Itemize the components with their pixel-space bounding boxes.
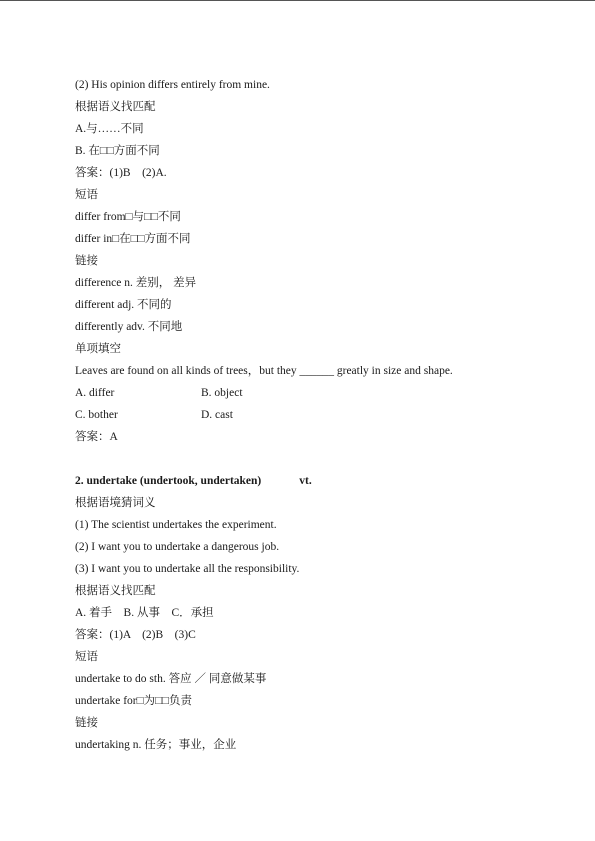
section-2-title [75, 473, 575, 495]
part-of-speech: vt. [299, 475, 312, 487]
undertake-example-3: (3) I want you to undertake all the responsibility. [75, 563, 300, 575]
match-heading-2: 根据语义找匹配 [75, 585, 156, 597]
link-differently: differently adv. 不同地 [75, 321, 183, 333]
choice-question: Leaves are found on all kinds of trees，but they ______ greatly in size and shape. [75, 365, 453, 377]
link-different: different adj. 不同的 [75, 299, 172, 311]
links-heading-2: 链接 [75, 717, 98, 729]
example-sentence-2: (2) His opinion differs entirely from mine. [75, 79, 270, 91]
choice-answer: 答案：A [75, 431, 118, 443]
phrase-differ-from: differ from□与□□不同 [75, 211, 181, 223]
guess-heading: 根据语境猜词义 [75, 497, 156, 509]
choice-d: D. cast [201, 409, 233, 421]
option-a: A.与……不同 [75, 123, 144, 135]
document-body [75, 77, 575, 759]
choice-a: A. differ [75, 387, 115, 399]
phrase-undertake-for: undertake for□为□□负责 [75, 695, 192, 707]
top-border-line [0, 0, 595, 1]
link-undertaking: undertaking n. 任务；事业，企业 [75, 739, 237, 751]
match-heading: 根据语义找匹配 [75, 101, 156, 113]
answer: 答案：(1)B (2)A. [75, 167, 167, 179]
undertake-example-2: (2) I want you to undertake a dangerous job. [75, 541, 280, 553]
undertake-options: A. 着手 B. 从事 C．承担 [75, 607, 214, 619]
choice-c: C. bother [75, 409, 118, 421]
undertake-answer: 答案：(1)A (2)B (3)C [75, 629, 196, 641]
links-heading: 链接 [75, 255, 98, 267]
choices-row-1 [75, 385, 575, 407]
link-difference: difference n. 差别， 差异 [75, 277, 197, 289]
section-spacer [75, 451, 575, 473]
option-b: B. 在□□方面不同 [75, 145, 160, 157]
phrase-differ-in: differ in□在□□方面不同 [75, 233, 191, 245]
single-choice-heading: 单项填空 [75, 343, 121, 355]
word-heading: 2. undertake (undertook, undertaken) [75, 475, 262, 487]
choice-b: B. object [201, 387, 243, 399]
choices-row-2 [75, 407, 575, 429]
phrases-heading: 短语 [75, 189, 98, 201]
undertake-example-1: (1) The scientist undertakes the experiment. [75, 519, 277, 531]
phrases-heading-2: 短语 [75, 651, 98, 663]
phrase-undertake-to-do: undertake to do sth. 答应 ／ 同意做某事 [75, 673, 267, 685]
